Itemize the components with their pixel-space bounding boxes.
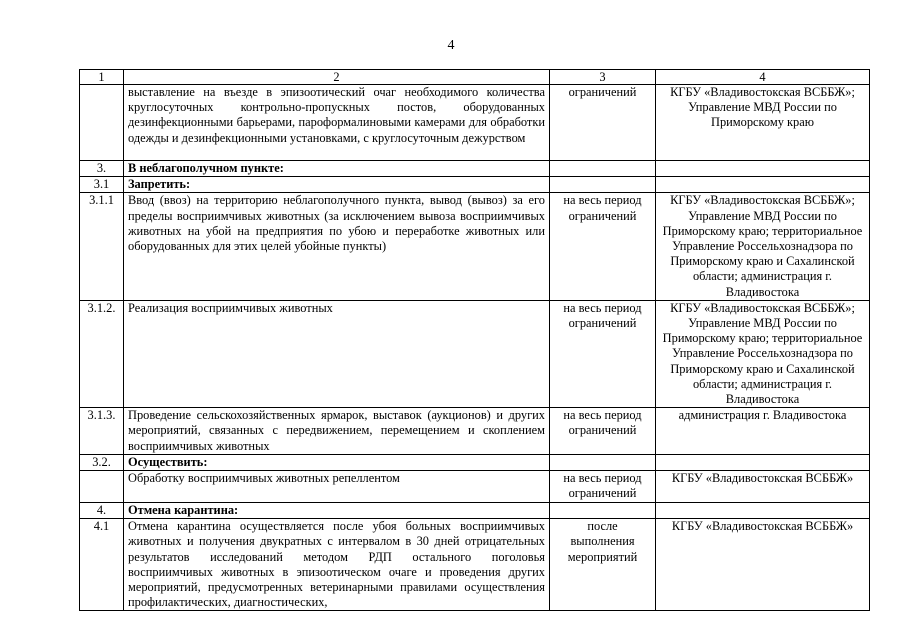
row-number: 3.2. [80,454,124,470]
row-number: 3.1.1 [80,193,124,300]
measures-table [79,69,870,611]
row-responsible: КГБУ «Владивостокская ВСББЖ» [656,519,870,611]
row-text: Обработку восприимчивых животных репеллентом [124,471,550,503]
header-col-2: 2 [124,70,550,85]
row-term: на весь период ограничений [550,193,656,300]
table-row [80,85,870,161]
row-term [550,177,656,193]
row-responsible: КГБУ «Владивостокская ВСББЖ»; Управление МВД России по Приморскому краю; территориальное Управление Россельхознадзора по Приморскому краю и Сахалинской области; администрация г. Владивостока [656,300,870,407]
section-title: Осуществить: [124,454,550,470]
row-responsible [656,503,870,519]
row-term: после выполнения мероприятий [550,519,656,611]
row-responsible: администрация г. Владивостока [656,408,870,455]
table-row [80,193,870,300]
row-responsible [656,454,870,470]
row-term [550,503,656,519]
table-row [80,161,870,177]
table-header-row [80,70,870,85]
row-number: 3.1 [80,177,124,193]
page-number: 4 [447,38,455,53]
row-text: Проведение сельскохозяйственных ярмарок, выставок (аукционов) и других мероприятий, связанных с передвижением, перемещением и скоплением восприимчивых животных [124,408,550,455]
table-row [80,503,870,519]
row-number: 3. [80,161,124,177]
row-text: Отмена карантина осуществляется после убоя больных восприимчивых животных и получения двукратных с интервалом в 30 дней отрицательных результатов исследований методом РДП остального поголовья восприимчивых животных в эпизоотическом очаге и проведения других мероприятий, предусмотренных ветеринарными правилами осуществления профилактических, диагностических, [124,519,550,611]
row-term: на весь период ограничений [550,408,656,455]
table-row [80,471,870,503]
row-text: выставление на въезде в эпизоотический очаг необходимого количества круглосуточных контрольно-пропускных постов, оборудованных дезинфекционными барьерами, пароформалиновыми камерами для обработки одежды и дезинфекционными установками, с круглосуточным дежурством [124,85,550,161]
row-term: на весь период ограничений [550,471,656,503]
row-text: Ввод (ввоз) на территорию неблагополучного пункта, вывод (вывоз) за его пределы восприимчивых животных (за исключением вывоза восприимчивых животных на убой на предприятия по убою и переработке животных или оборудованных для этих целей убойные пункты) [124,193,550,300]
section-title: Запретить: [124,177,550,193]
row-responsible [656,161,870,177]
section-title: В неблагополучном пункте: [124,161,550,177]
row-term: ограничений [550,85,656,161]
row-number: 3.1.2. [80,300,124,407]
row-number [80,85,124,161]
row-number: 4. [80,503,124,519]
row-term [550,454,656,470]
row-responsible [656,177,870,193]
table-row [80,177,870,193]
table-row [80,408,870,455]
table-row [80,300,870,407]
row-term [550,161,656,177]
row-text: Реализация восприимчивых животных [124,300,550,407]
section-title: Отмена карантина: [124,503,550,519]
row-responsible: КГБУ «Владивостокская ВСББЖ»; Управление МВД России по Приморскому краю; территориальное Управление Россельхознадзора по Приморскому краю и Сахалинской области; администрация г. Владивостока [656,193,870,300]
table-row [80,519,870,611]
row-responsible: КГБУ «Владивостокская ВСББЖ» [656,471,870,503]
header-col-3: 3 [550,70,656,85]
row-number: 3.1.3. [80,408,124,455]
header-col-4: 4 [656,70,870,85]
row-responsible: КГБУ «Владивостокская ВСББЖ»; Управление МВД России по Приморскому краю [656,85,870,161]
row-number [80,471,124,503]
table-row [80,454,870,470]
header-col-1: 1 [80,70,124,85]
row-term: на весь период ограничений [550,300,656,407]
row-number: 4.1 [80,519,124,611]
